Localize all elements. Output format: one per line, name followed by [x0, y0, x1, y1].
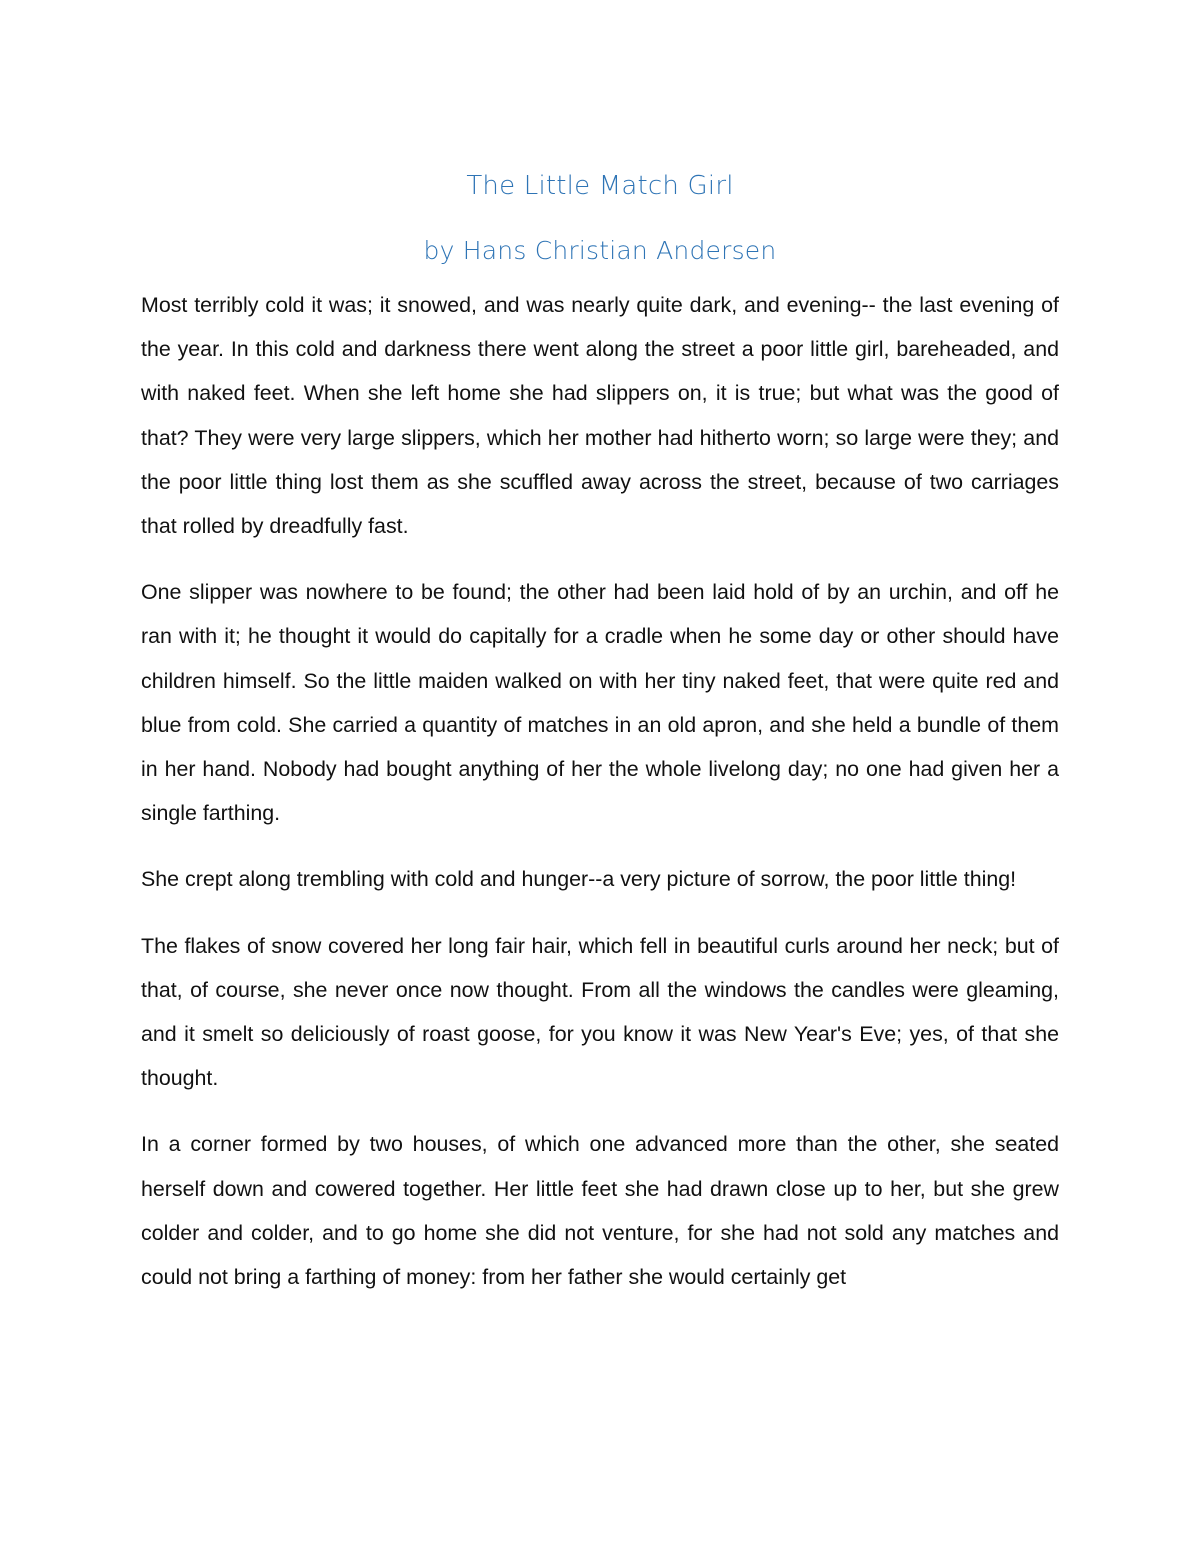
story-body: [141, 283, 1059, 1321]
document-title: The Little Match Girl: [466, 171, 734, 201]
paragraph-5: In a corner formed by two houses, of which one advanced more than the other, she seated herself down and cowered together. Her little feet she had drawn close up to her, but she grew colder and colder, and to go home she did not venture, for she had not sold any matches and could not bring a farthing of money: from her father she would certainly get: [141, 1132, 1059, 1290]
paragraph-1: Most terribly cold it was; it snowed, and was nearly quite dark, and evening-- the last evening of the year. In this cold and darkness there went along the street a poor little girl, bareheaded, and with naked feet. When she left home she had slippers on, it is true; but what was the good of that? They were very large slippers, which her mother had hitherto worn; so large were they; and the poor little thing lost them as she scuffled away across the street, because of two carriages that rolled by dreadfully fast.: [141, 293, 1059, 539]
author-line: by Hans Christian Andersen: [423, 236, 777, 265]
paragraph-4: The flakes of snow covered her long fair hair, which fell in beautiful curls around her neck; but of that, of course, she never once now thought. From all the windows the candles were gleaming, and it smelt so deliciously of roast goose, for you know it was New Year's Eve; yes, of that she thought.: [141, 933, 1059, 1091]
paragraph-3: She crept along trembling with cold and hunger--a very picture of sorrow, the poor little thing!: [141, 867, 1017, 892]
paragraph-2: One slipper was nowhere to be found; the other had been laid hold of by an urchin, and off he ran with it; he thought it would do capitally for a cradle when he some day or other should have children himself. So the little maiden walked on with her tiny naked feet, that were quite red and blue from cold. She carried a quantity of matches in an old apron, and she held a bundle of them in her hand. Nobody had bought anything of her the whole livelong day; no one had given her a single farthing.: [141, 580, 1059, 826]
